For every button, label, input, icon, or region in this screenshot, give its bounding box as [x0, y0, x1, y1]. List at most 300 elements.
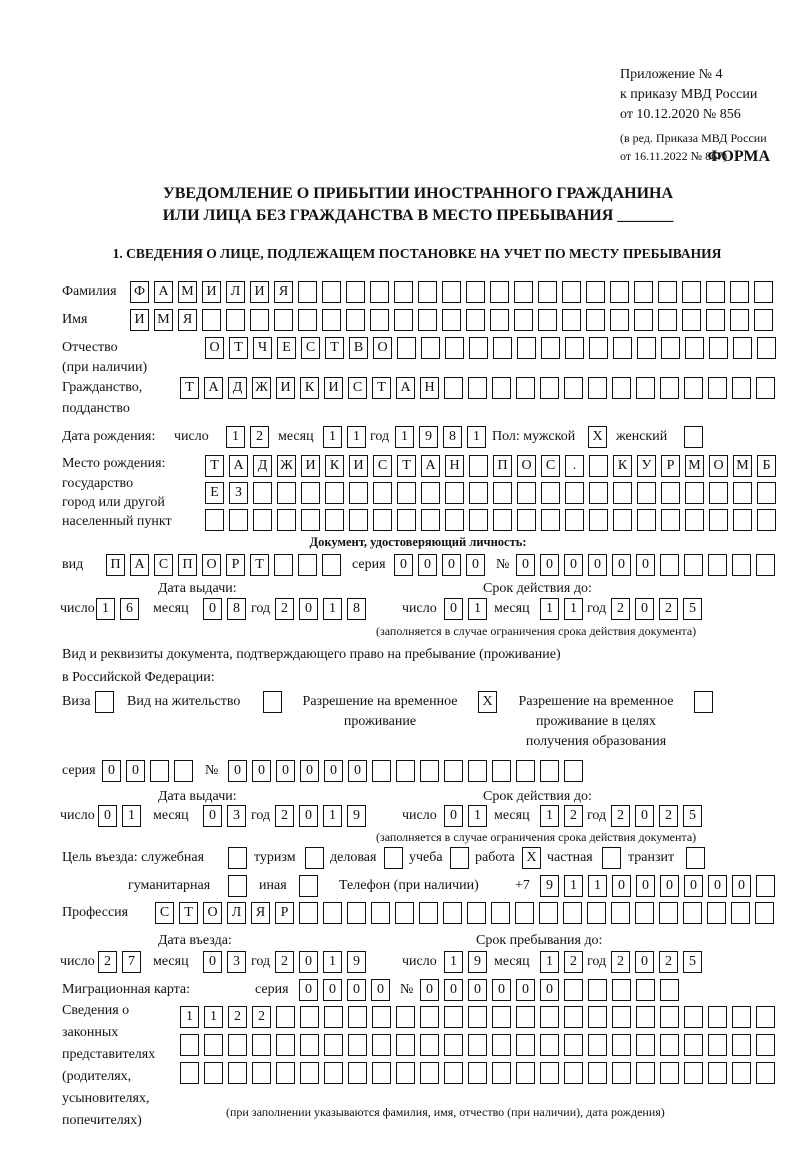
char-box[interactable] — [492, 377, 511, 399]
char-box[interactable]: О — [709, 455, 728, 477]
char-box[interactable] — [445, 337, 464, 359]
char-box[interactable] — [612, 1034, 631, 1056]
char-box[interactable]: М — [685, 455, 704, 477]
char-box[interactable]: Я — [178, 309, 197, 331]
char-box[interactable]: 0 — [635, 598, 654, 620]
char-box[interactable]: Р — [226, 554, 245, 576]
char-box[interactable] — [564, 1006, 583, 1028]
char-box[interactable] — [733, 509, 752, 531]
char-box[interactable]: 1 — [444, 951, 463, 973]
char-box[interactable] — [324, 1062, 343, 1084]
char-box[interactable] — [565, 509, 584, 531]
char-box[interactable] — [324, 1034, 343, 1056]
char-box[interactable] — [442, 281, 461, 303]
char-box[interactable] — [228, 1034, 247, 1056]
char-box[interactable] — [756, 1034, 775, 1056]
char-box[interactable] — [301, 509, 320, 531]
residence-permit-checkbox[interactable] — [263, 691, 287, 713]
char-box[interactable] — [682, 281, 701, 303]
char-box[interactable]: 0 — [612, 554, 631, 576]
char-box[interactable] — [563, 902, 582, 924]
char-box[interactable]: 1 — [395, 426, 414, 448]
char-box[interactable]: А — [229, 455, 248, 477]
purpose-tourism-checkbox[interactable] — [305, 847, 329, 869]
char-box[interactable]: 9 — [419, 426, 438, 448]
char-box[interactable] — [322, 281, 341, 303]
char-box[interactable]: 1 — [540, 598, 559, 620]
char-box[interactable] — [613, 337, 632, 359]
char-box[interactable]: И — [301, 455, 320, 477]
char-box[interactable]: 1 — [564, 875, 583, 897]
char-box[interactable] — [684, 1006, 703, 1028]
char-box[interactable]: И — [324, 377, 343, 399]
char-box[interactable] — [564, 760, 583, 782]
char-box[interactable]: Н — [420, 377, 439, 399]
char-box[interactable] — [756, 1062, 775, 1084]
char-box[interactable]: 1 — [540, 805, 559, 827]
char-box[interactable] — [517, 509, 536, 531]
char-box[interactable]: 2 — [659, 805, 678, 827]
char-box[interactable] — [420, 1034, 439, 1056]
char-box[interactable] — [325, 482, 344, 504]
char-box[interactable] — [469, 482, 488, 504]
legal-reps-field[interactable] — [180, 1034, 780, 1056]
char-box[interactable]: Л — [227, 902, 246, 924]
char-box[interactable] — [708, 1062, 727, 1084]
char-box[interactable]: А — [204, 377, 223, 399]
char-box[interactable]: И — [276, 377, 295, 399]
char-box[interactable] — [95, 691, 114, 713]
char-box[interactable]: И — [202, 281, 221, 303]
char-box[interactable] — [324, 1006, 343, 1028]
char-box[interactable] — [684, 1062, 703, 1084]
char-box[interactable] — [202, 309, 221, 331]
birth-year-field[interactable] — [395, 426, 491, 448]
char-box[interactable]: 0 — [540, 979, 559, 1001]
char-box[interactable]: М — [733, 455, 752, 477]
char-box[interactable] — [373, 509, 392, 531]
char-box[interactable] — [612, 979, 631, 1001]
phone-field[interactable] — [540, 875, 780, 897]
char-box[interactable] — [516, 1062, 535, 1084]
char-box[interactable] — [634, 281, 653, 303]
char-box[interactable]: 2 — [611, 805, 630, 827]
patronymic-field[interactable] — [205, 337, 781, 359]
char-box[interactable] — [299, 902, 318, 924]
char-box[interactable]: 8 — [227, 598, 246, 620]
char-box[interactable] — [660, 554, 679, 576]
char-box[interactable]: 1 — [226, 426, 245, 448]
char-box[interactable] — [276, 1062, 295, 1084]
char-box[interactable]: 0 — [276, 760, 295, 782]
char-box[interactable] — [565, 482, 584, 504]
char-box[interactable]: 2 — [564, 805, 583, 827]
char-box[interactable] — [541, 337, 560, 359]
char-box[interactable]: 0 — [684, 875, 703, 897]
char-box[interactable] — [732, 1034, 751, 1056]
char-box[interactable]: 1 — [180, 1006, 199, 1028]
char-box[interactable] — [322, 554, 341, 576]
char-box[interactable] — [516, 1034, 535, 1056]
char-box[interactable]: 0 — [468, 979, 487, 1001]
char-box[interactable]: 0 — [203, 805, 222, 827]
char-box[interactable]: С — [155, 902, 174, 924]
char-box[interactable]: Е — [205, 482, 224, 504]
migration-series-field[interactable] — [299, 979, 395, 1001]
char-box[interactable]: 0 — [98, 805, 117, 827]
char-box[interactable] — [635, 902, 654, 924]
char-box[interactable] — [274, 309, 293, 331]
char-box[interactable]: 0 — [300, 760, 319, 782]
char-box[interactable]: 0 — [636, 875, 655, 897]
char-box[interactable] — [468, 1062, 487, 1084]
char-box[interactable] — [757, 509, 776, 531]
char-box[interactable] — [467, 902, 486, 924]
char-box[interactable]: 1 — [467, 426, 486, 448]
char-box[interactable] — [686, 847, 705, 869]
char-box[interactable] — [397, 482, 416, 504]
char-box[interactable]: 2 — [659, 598, 678, 620]
char-box[interactable] — [684, 426, 703, 448]
char-box[interactable]: 0 — [203, 951, 222, 973]
char-box[interactable]: 9 — [540, 875, 559, 897]
char-box[interactable] — [493, 337, 512, 359]
char-box[interactable]: М — [178, 281, 197, 303]
char-box[interactable]: 0 — [612, 875, 631, 897]
char-box[interactable] — [305, 847, 324, 869]
char-box[interactable] — [226, 309, 245, 331]
char-box[interactable] — [587, 902, 606, 924]
stay-number-field[interactable] — [228, 760, 588, 782]
char-box[interactable]: 0 — [299, 979, 318, 1001]
id-series-field[interactable] — [394, 554, 490, 576]
char-box[interactable]: 1 — [468, 598, 487, 620]
char-box[interactable] — [372, 760, 391, 782]
char-box[interactable] — [204, 1062, 223, 1084]
char-box[interactable] — [636, 979, 655, 1001]
profession-field[interactable] — [155, 902, 779, 924]
char-box[interactable] — [708, 377, 727, 399]
char-box[interactable] — [384, 847, 403, 869]
char-box[interactable]: И — [349, 455, 368, 477]
char-box[interactable] — [517, 482, 536, 504]
char-box[interactable]: Б — [757, 455, 776, 477]
char-box[interactable]: 5 — [683, 951, 702, 973]
char-box[interactable]: О — [373, 337, 392, 359]
char-box[interactable] — [540, 1062, 559, 1084]
char-box[interactable] — [346, 281, 365, 303]
char-box[interactable] — [492, 1006, 511, 1028]
id-valid-year-field[interactable] — [611, 598, 707, 620]
char-box[interactable] — [588, 1062, 607, 1084]
char-box[interactable] — [636, 1006, 655, 1028]
char-box[interactable] — [612, 377, 631, 399]
char-box[interactable] — [466, 309, 485, 331]
char-box[interactable] — [637, 509, 656, 531]
char-box[interactable]: Т — [179, 902, 198, 924]
char-box[interactable]: 3 — [227, 805, 246, 827]
char-box[interactable] — [323, 902, 342, 924]
char-box[interactable] — [298, 554, 317, 576]
char-box[interactable]: 1 — [122, 805, 141, 827]
char-box[interactable] — [708, 1006, 727, 1028]
char-box[interactable]: 3 — [227, 951, 246, 973]
char-box[interactable] — [277, 509, 296, 531]
char-box[interactable]: П — [178, 554, 197, 576]
char-box[interactable]: 1 — [540, 951, 559, 973]
stay-issue-month-field[interactable] — [203, 805, 251, 827]
char-box[interactable]: 0 — [708, 875, 727, 897]
char-box[interactable] — [707, 902, 726, 924]
birth-month-field[interactable] — [323, 426, 371, 448]
char-box[interactable] — [610, 309, 629, 331]
char-box[interactable]: З — [229, 482, 248, 504]
purpose-private-checkbox[interactable] — [602, 847, 626, 869]
char-box[interactable]: 0 — [371, 979, 390, 1001]
char-box[interactable] — [450, 847, 469, 869]
char-box[interactable] — [659, 902, 678, 924]
char-box[interactable] — [540, 1006, 559, 1028]
char-box[interactable] — [709, 509, 728, 531]
char-box[interactable] — [300, 1062, 319, 1084]
char-box[interactable]: 1 — [323, 951, 342, 973]
name-field[interactable] — [130, 309, 778, 331]
char-box[interactable]: Т — [180, 377, 199, 399]
char-box[interactable] — [263, 691, 282, 713]
stay-series-field[interactable] — [102, 760, 198, 782]
char-box[interactable] — [540, 760, 559, 782]
char-box[interactable] — [492, 1062, 511, 1084]
char-box[interactable] — [276, 1034, 295, 1056]
char-box[interactable]: Е — [277, 337, 296, 359]
char-box[interactable]: 1 — [468, 805, 487, 827]
char-box[interactable] — [611, 902, 630, 924]
id-issue-month-field[interactable] — [203, 598, 251, 620]
stay-valid-month-field[interactable] — [540, 805, 588, 827]
char-box[interactable] — [372, 1034, 391, 1056]
char-box[interactable] — [730, 309, 749, 331]
char-box[interactable] — [514, 281, 533, 303]
id-valid-month-field[interactable] — [540, 598, 588, 620]
char-box[interactable] — [444, 1006, 463, 1028]
char-box[interactable] — [610, 281, 629, 303]
char-box[interactable]: Т — [372, 377, 391, 399]
char-box[interactable]: 0 — [228, 760, 247, 782]
purpose-service-checkbox[interactable] — [228, 847, 252, 869]
char-box[interactable] — [180, 1062, 199, 1084]
char-box[interactable] — [754, 309, 773, 331]
char-box[interactable]: Я — [251, 902, 270, 924]
char-box[interactable] — [419, 902, 438, 924]
char-box[interactable] — [180, 1034, 199, 1056]
char-box[interactable]: М — [154, 309, 173, 331]
char-box[interactable] — [298, 309, 317, 331]
citizenship-field[interactable] — [180, 377, 780, 399]
char-box[interactable]: 2 — [275, 805, 294, 827]
char-box[interactable]: С — [154, 554, 173, 576]
char-box[interactable]: А — [396, 377, 415, 399]
char-box[interactable]: Т — [229, 337, 248, 359]
char-box[interactable] — [660, 377, 679, 399]
char-box[interactable]: У — [637, 455, 656, 477]
char-box[interactable] — [706, 309, 725, 331]
char-box[interactable] — [516, 1006, 535, 1028]
char-box[interactable]: 0 — [299, 598, 318, 620]
entry-year-field[interactable] — [275, 951, 371, 973]
char-box[interactable] — [709, 482, 728, 504]
char-box[interactable] — [564, 1034, 583, 1056]
char-box[interactable] — [732, 1062, 751, 1084]
char-box[interactable] — [150, 760, 169, 782]
char-box[interactable]: Н — [445, 455, 464, 477]
char-box[interactable]: О — [203, 902, 222, 924]
char-box[interactable] — [685, 337, 704, 359]
char-box[interactable]: Ж — [277, 455, 296, 477]
char-box[interactable] — [418, 309, 437, 331]
char-box[interactable]: 0 — [492, 979, 511, 1001]
char-box[interactable] — [466, 281, 485, 303]
char-box[interactable] — [660, 1006, 679, 1028]
char-box[interactable] — [612, 1062, 631, 1084]
char-box[interactable] — [420, 1006, 439, 1028]
char-box[interactable] — [637, 337, 656, 359]
entry-month-field[interactable] — [203, 951, 251, 973]
char-box[interactable] — [588, 979, 607, 1001]
char-box[interactable]: 1 — [96, 598, 115, 620]
char-box[interactable] — [538, 309, 557, 331]
char-box[interactable] — [445, 482, 464, 504]
char-box[interactable] — [444, 1034, 463, 1056]
char-box[interactable] — [349, 482, 368, 504]
char-box[interactable] — [682, 309, 701, 331]
char-box[interactable]: 2 — [275, 598, 294, 620]
birthplace-field[interactable] — [205, 482, 781, 504]
char-box[interactable] — [469, 455, 488, 477]
char-box[interactable] — [205, 509, 224, 531]
char-box[interactable]: 2 — [611, 598, 630, 620]
sex-male-checkbox[interactable] — [588, 426, 612, 448]
char-box[interactable] — [228, 875, 247, 897]
char-box[interactable] — [228, 1062, 247, 1084]
char-box[interactable] — [468, 1006, 487, 1028]
char-box[interactable] — [589, 509, 608, 531]
char-box[interactable] — [300, 1006, 319, 1028]
char-box[interactable] — [490, 309, 509, 331]
char-box[interactable]: Ф — [130, 281, 149, 303]
char-box[interactable] — [300, 1034, 319, 1056]
char-box[interactable] — [491, 902, 510, 924]
char-box[interactable]: О — [202, 554, 221, 576]
id-kind-field[interactable] — [106, 554, 346, 576]
char-box[interactable] — [589, 455, 608, 477]
char-box[interactable]: 0 — [442, 554, 461, 576]
char-box[interactable] — [420, 760, 439, 782]
char-box[interactable]: И — [130, 309, 149, 331]
char-box[interactable]: 1 — [588, 875, 607, 897]
char-box[interactable]: С — [348, 377, 367, 399]
char-box[interactable]: 2 — [250, 426, 269, 448]
char-box[interactable]: 8 — [347, 598, 366, 620]
char-box[interactable]: X — [478, 691, 497, 713]
char-box[interactable]: 0 — [444, 598, 463, 620]
char-box[interactable]: А — [154, 281, 173, 303]
char-box[interactable] — [493, 482, 512, 504]
char-box[interactable] — [586, 281, 605, 303]
char-box[interactable]: 1 — [323, 598, 342, 620]
char-box[interactable]: 0 — [394, 554, 413, 576]
char-box[interactable]: 0 — [348, 760, 367, 782]
char-box[interactable]: 0 — [466, 554, 485, 576]
char-box[interactable]: 1 — [323, 426, 342, 448]
id-number-field[interactable] — [516, 554, 780, 576]
char-box[interactable]: X — [588, 426, 607, 448]
char-box[interactable]: Р — [275, 902, 294, 924]
char-box[interactable]: Ж — [252, 377, 271, 399]
char-box[interactable] — [443, 902, 462, 924]
char-box[interactable]: 7 — [122, 951, 141, 973]
char-box[interactable]: 2 — [252, 1006, 271, 1028]
char-box[interactable] — [540, 377, 559, 399]
stay-issue-day-field[interactable] — [98, 805, 146, 827]
stay-until-month-field[interactable] — [540, 951, 588, 973]
char-box[interactable] — [276, 1006, 295, 1028]
char-box[interactable]: С — [301, 337, 320, 359]
char-box[interactable] — [613, 482, 632, 504]
char-box[interactable] — [588, 1006, 607, 1028]
char-box[interactable] — [731, 902, 750, 924]
char-box[interactable]: 0 — [203, 598, 222, 620]
char-box[interactable]: 0 — [126, 760, 145, 782]
char-box[interactable]: 0 — [635, 951, 654, 973]
char-box[interactable] — [394, 281, 413, 303]
edu-permit-checkbox[interactable] — [694, 691, 718, 713]
char-box[interactable]: О — [205, 337, 224, 359]
char-box[interactable]: 0 — [732, 875, 751, 897]
stay-until-day-field[interactable] — [444, 951, 492, 973]
char-box[interactable] — [348, 1006, 367, 1028]
char-box[interactable] — [756, 377, 775, 399]
purpose-study-checkbox[interactable] — [450, 847, 474, 869]
char-box[interactable] — [515, 902, 534, 924]
char-box[interactable] — [396, 1062, 415, 1084]
char-box[interactable] — [396, 760, 415, 782]
char-box[interactable]: 0 — [636, 554, 655, 576]
char-box[interactable] — [442, 309, 461, 331]
stay-issue-year-field[interactable] — [275, 805, 371, 827]
char-box[interactable] — [395, 902, 414, 924]
char-box[interactable]: Д — [228, 377, 247, 399]
char-box[interactable]: Д — [253, 455, 272, 477]
birth-day-field[interactable] — [226, 426, 274, 448]
char-box[interactable] — [612, 1006, 631, 1028]
char-box[interactable]: Т — [205, 455, 224, 477]
char-box[interactable] — [492, 760, 511, 782]
char-box[interactable] — [370, 281, 389, 303]
char-box[interactable]: 0 — [444, 979, 463, 1001]
char-box[interactable]: 1 — [323, 805, 342, 827]
char-box[interactable] — [732, 377, 751, 399]
visa-checkbox[interactable] — [95, 691, 119, 713]
char-box[interactable] — [684, 377, 703, 399]
char-box[interactable] — [757, 337, 776, 359]
char-box[interactable] — [372, 1006, 391, 1028]
char-box[interactable]: 0 — [418, 554, 437, 576]
char-box[interactable] — [732, 554, 751, 576]
char-box[interactable]: 9 — [347, 951, 366, 973]
entry-day-field[interactable] — [98, 951, 146, 973]
char-box[interactable]: . — [565, 455, 584, 477]
char-box[interactable]: Р — [661, 455, 680, 477]
